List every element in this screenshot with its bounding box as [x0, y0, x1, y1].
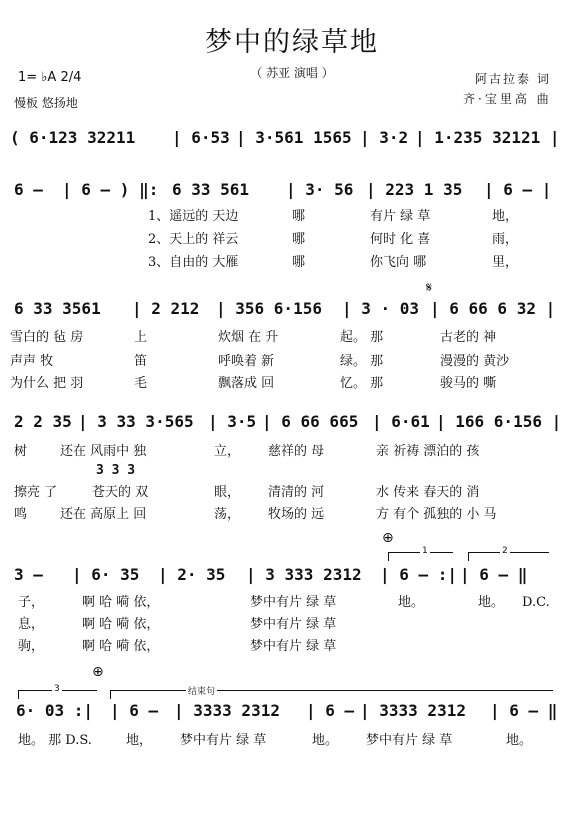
measure: 6· 03 :|	[16, 701, 94, 720]
lyrics-verse-2	[0, 231, 584, 249]
lyric: 还在 风雨中 独	[60, 444, 147, 459]
ending-label: 结束句	[186, 684, 217, 697]
song-title: 梦中的绿草地	[205, 27, 379, 58]
lyric: 梦中有片 绿 草	[250, 617, 337, 632]
measure: | 3 · 03	[342, 299, 420, 318]
lyrics-verse-3	[0, 506, 584, 524]
score-row-2-notes	[0, 179, 584, 201]
lyric: 息，	[18, 617, 45, 632]
key-signature	[18, 70, 81, 85]
lyric: 树	[14, 444, 28, 459]
lyric: 雪白的 毡 房	[10, 330, 84, 345]
lyric: 啊 哈 嗬 依，	[82, 639, 160, 654]
measure: | 223 1 35	[366, 180, 463, 199]
measure: | 6 66 6 32 |	[430, 299, 556, 318]
lyric: 梦中有片 绿 草	[366, 733, 453, 748]
score-row-6-notes	[0, 700, 584, 722]
lyric: 为什么 把 羽	[10, 376, 84, 391]
lyric: 古老的 神	[440, 330, 497, 345]
lyrics-verse-2	[0, 616, 584, 634]
lyric: 地。 那 D.S.	[18, 733, 92, 748]
lyric: 毛	[134, 376, 148, 391]
measure: | 6 – |	[484, 180, 552, 199]
lyric: 哪	[292, 232, 306, 247]
lyricist-credit: 阿古拉泰 词	[475, 72, 551, 86]
alternate-notes	[0, 462, 584, 480]
measure: | 1·235 32121 |	[415, 128, 560, 147]
lyric: 骏马的 嘶	[440, 376, 497, 391]
measure: ( 6·123 32211	[10, 128, 136, 147]
lyrics-verse-1	[0, 329, 584, 347]
score-row-5-notes	[0, 564, 584, 586]
lyric: 你飞向 哪	[370, 255, 427, 270]
lyric: 清清的 河	[268, 485, 325, 500]
measure: | 6 – ‖	[460, 565, 528, 584]
measure: | 6· 35	[72, 565, 140, 584]
lyric: 亲 祈祷 漂泊的 孩	[376, 444, 480, 459]
measure: | 6 66 665	[262, 412, 359, 431]
coda-icon: ⊕	[92, 664, 104, 680]
score-row-1-notes	[0, 127, 584, 149]
lyric: 何时 化 喜	[370, 232, 431, 247]
measure: | 3333 2312	[360, 701, 466, 720]
measure: | 2 212	[132, 299, 200, 318]
lyrics-verse-2	[0, 353, 584, 371]
measure: | 6 –	[306, 701, 355, 720]
lyric: 还在 高原上 回	[60, 507, 147, 522]
lyric: 眼，	[214, 485, 241, 500]
lyric: 牧场的 远	[268, 507, 325, 522]
lyric: 方 有个 孤独的 小 马	[376, 507, 497, 522]
lyric: 有片 绿 草	[370, 209, 431, 224]
measure: | 3 33 3·565	[78, 412, 194, 431]
lyrics-verse-1	[0, 443, 584, 461]
volta-label: 1	[422, 546, 428, 556]
lyric: 3、自由的 大雁	[148, 255, 239, 270]
lyric: 地。	[506, 733, 533, 748]
measure: | 356 6·156	[216, 299, 322, 318]
lyric: 地，	[492, 209, 519, 224]
lyrics-verse-3	[0, 638, 584, 656]
score-row-4-notes	[0, 411, 584, 433]
measure: | 3· 56	[286, 180, 354, 199]
lyric: 哪	[292, 255, 306, 270]
lyric: 梦中有片 绿 草	[180, 733, 267, 748]
measure: | 3 333 2312	[246, 565, 362, 584]
lyric: 地。	[478, 595, 505, 610]
lyric: 啊 哈 嗬 依，	[82, 617, 160, 632]
lyric: 2、天上的 祥云	[148, 232, 239, 247]
lyric: 擦亮 了	[14, 485, 58, 500]
lyrics-verse-3	[0, 375, 584, 393]
lyric: 飘落成 回	[218, 376, 275, 391]
lyric: 子，	[18, 595, 45, 610]
lyric: 笛	[134, 354, 148, 369]
lyric: 炊烟 在 升	[218, 330, 279, 345]
lyrics-verse-2	[0, 484, 584, 502]
time-signature: 2/4	[60, 70, 82, 85]
lyrics-verse-3	[0, 254, 584, 272]
lyric: 立，	[214, 444, 241, 459]
lyric: 慈祥的 母	[268, 444, 325, 459]
lyric: 绿。 那	[340, 354, 384, 369]
lyric: 里，	[492, 255, 519, 270]
lyric: 苍天的 双	[92, 485, 149, 500]
lyric: 起。 那	[340, 330, 384, 345]
lyric: 哪	[292, 209, 306, 224]
performer-credit: （ 苏亚 演唱 ）	[250, 66, 334, 80]
lyric: 地。	[312, 733, 339, 748]
volta-label: 2	[502, 546, 508, 556]
measure: 6 –	[14, 180, 43, 199]
lyric: 梦中有片 绿 草	[250, 595, 337, 610]
measure: 6 33 3561	[14, 299, 101, 318]
measure: 3 –	[14, 565, 43, 584]
lyric: 梦中有片 绿 草	[250, 639, 337, 654]
measure: | 6 –	[110, 701, 159, 720]
lyric: 地，	[126, 733, 153, 748]
lyric: 雨，	[492, 232, 519, 247]
measure: | 3·5	[208, 412, 257, 431]
lyrics-verse-1	[0, 594, 584, 612]
lyric: 鸣	[14, 507, 28, 522]
ending-bracket	[110, 690, 553, 699]
measure: | 6 – ‖	[490, 701, 558, 720]
score-row-3-notes	[0, 298, 584, 320]
lyric: D.C.	[522, 595, 550, 610]
lyric: 啊 哈 嗬 依，	[82, 595, 160, 610]
lyric: 声声 牧	[10, 354, 54, 369]
measure: 2 2 35	[14, 412, 72, 431]
lyric: 忆。 那	[340, 376, 384, 391]
lyric: 上	[134, 330, 148, 345]
lyrics-verse-1	[0, 208, 584, 226]
lyric: 呼唤着 新	[218, 354, 275, 369]
measure: | 6 – :|	[380, 565, 458, 584]
measure: | 6·61	[372, 412, 430, 431]
composer-credit: 齐·宝里高 曲	[463, 92, 552, 106]
volta-label: 3	[54, 684, 60, 694]
segno-icon: 𝄋	[426, 280, 433, 296]
measure: | 6·53	[172, 128, 230, 147]
tempo-marking: 慢板 悠扬地	[14, 96, 78, 110]
measure: | 3·561 1565	[236, 128, 352, 147]
lyric: 驹，	[18, 639, 45, 654]
measure: 6 33 561	[172, 180, 250, 199]
lyrics-line	[0, 732, 584, 750]
lyric: 荡，	[214, 507, 241, 522]
measure: 3 3 3	[96, 463, 136, 478]
measure: | 166 6·156 |	[436, 412, 562, 431]
measure: | 2· 35	[158, 565, 226, 584]
key-label: 1= ♭A	[18, 70, 57, 85]
coda-icon: ⊕	[382, 530, 394, 546]
lyric: 1、遥远的 天边	[148, 209, 239, 224]
measure: | 3·2	[360, 128, 409, 147]
lyric: 水 传来 春天的 消	[376, 485, 480, 500]
lyric: 地。	[398, 595, 425, 610]
measure: | 6 – ) ‖:	[62, 180, 159, 199]
measure: | 3333 2312	[174, 701, 280, 720]
lyric: 漫漫的 黄沙	[440, 354, 510, 369]
